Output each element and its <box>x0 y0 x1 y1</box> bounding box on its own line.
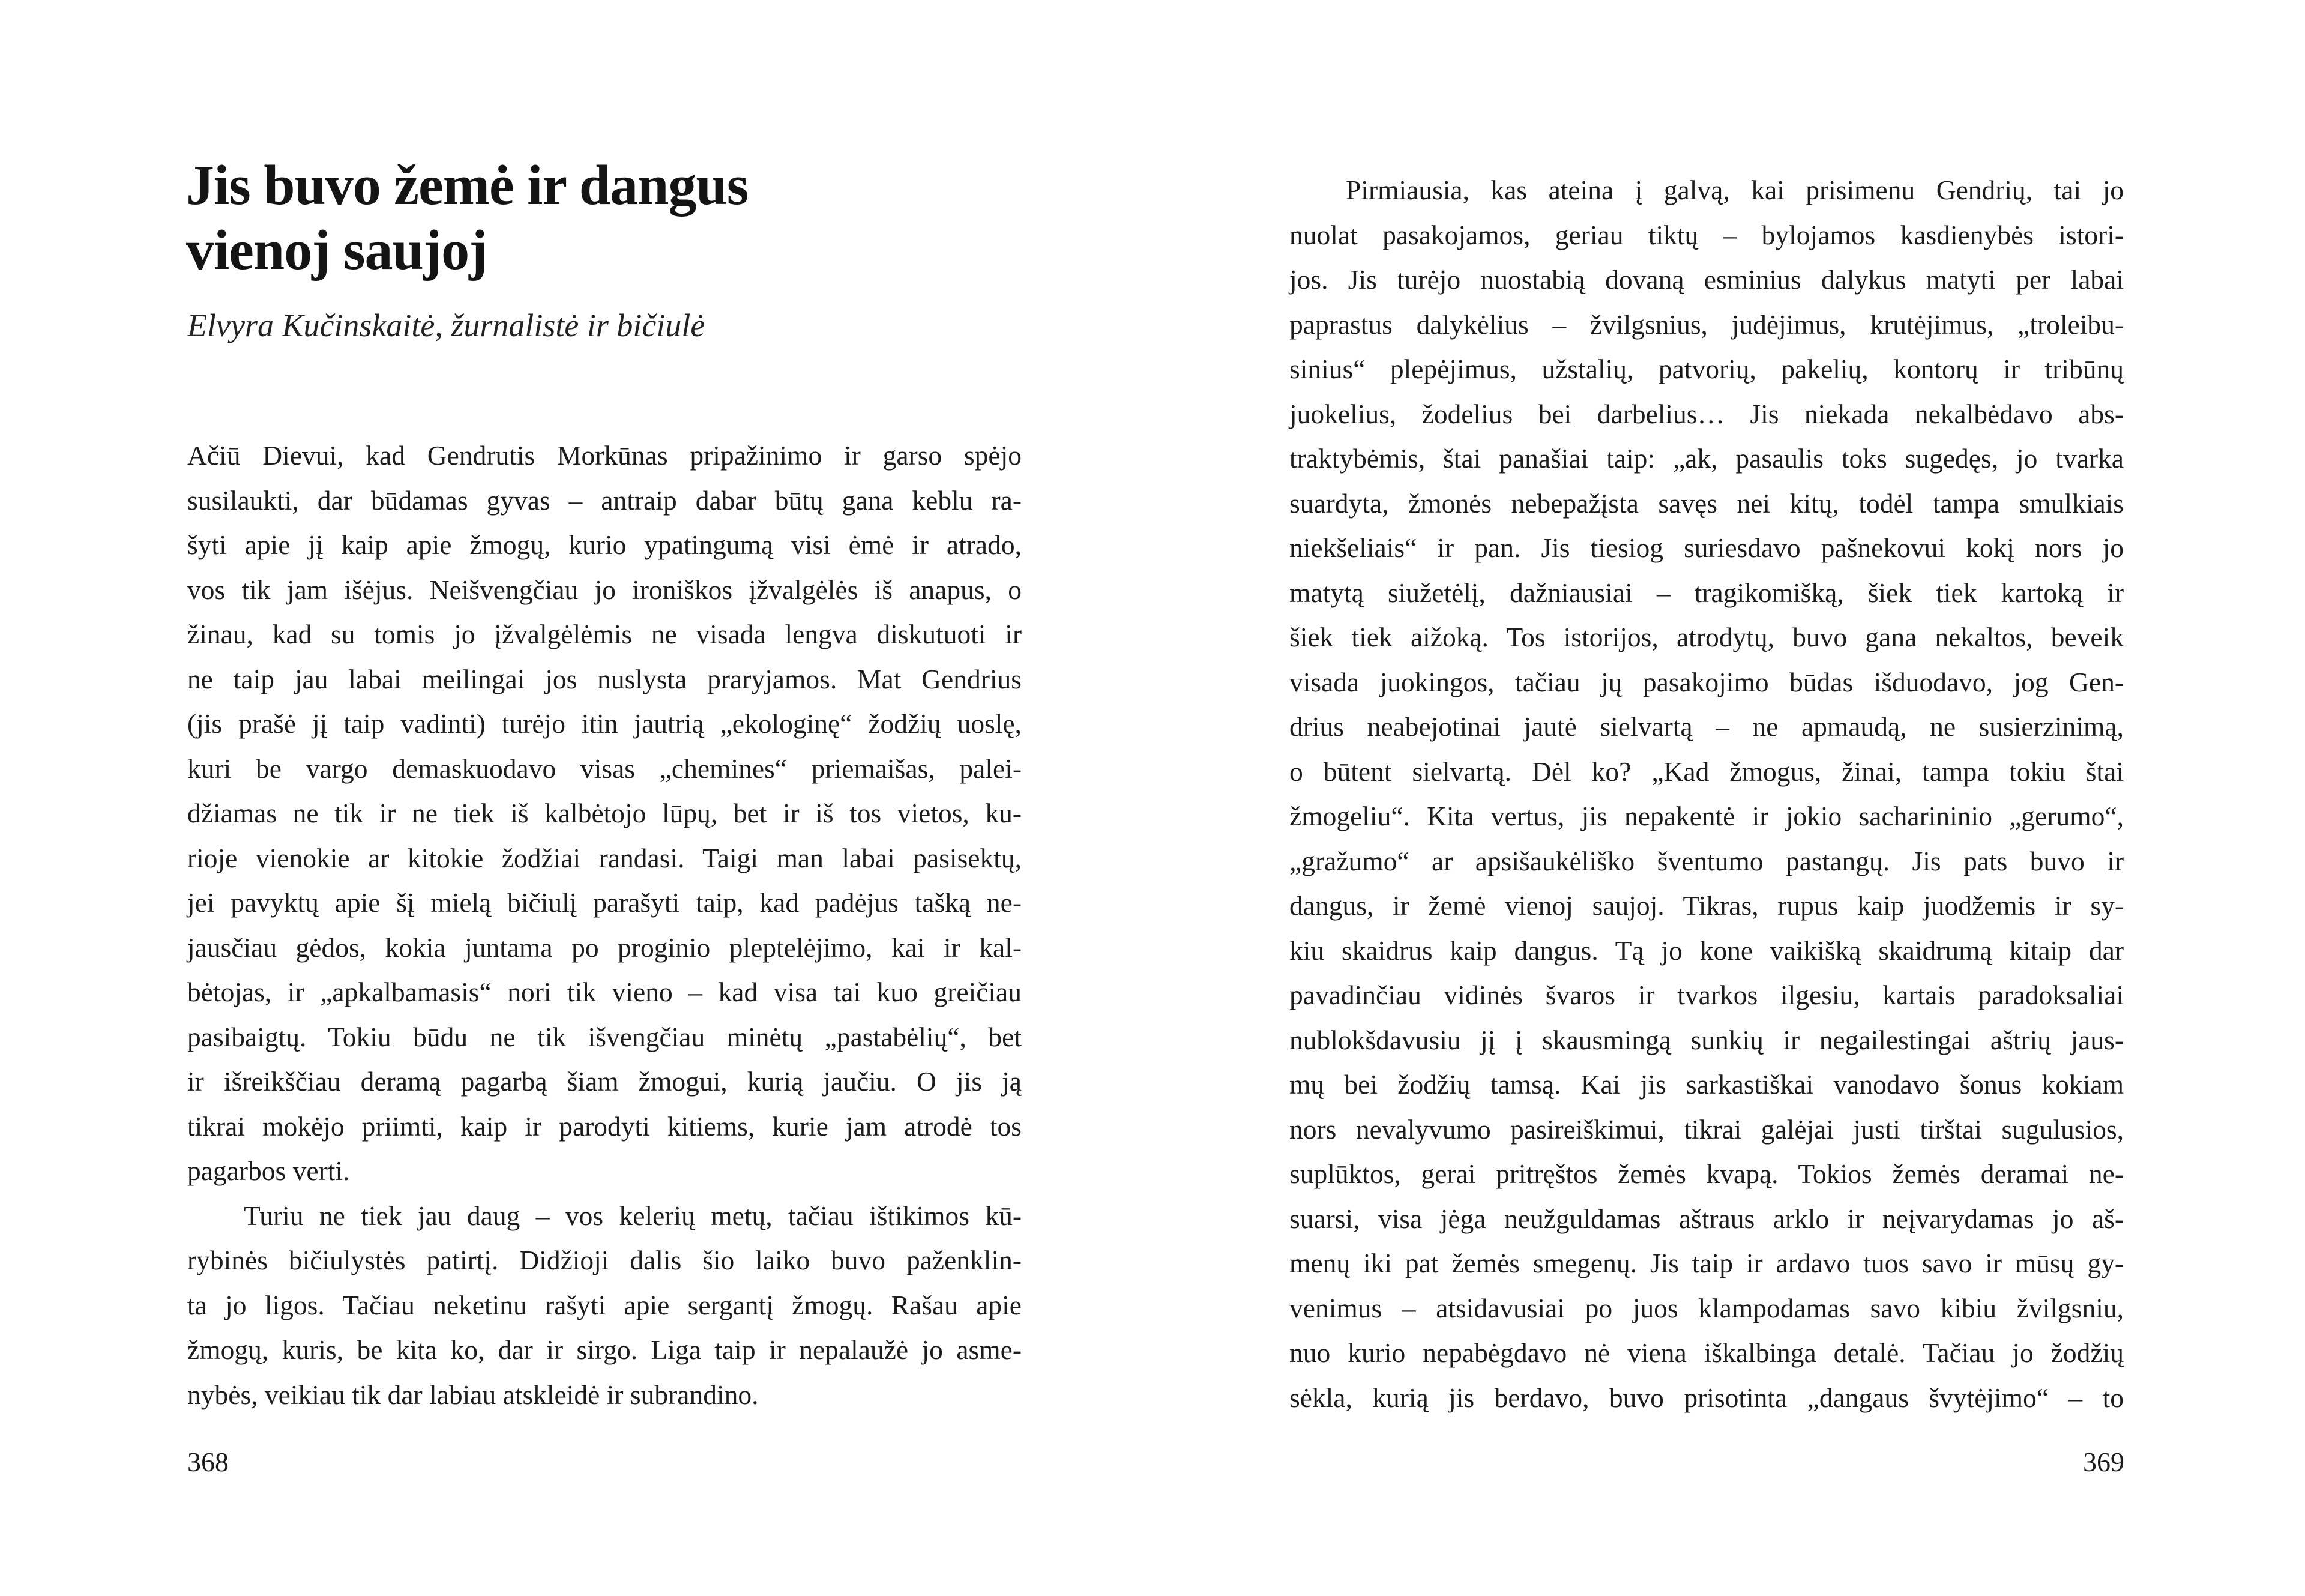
text-line: nybės, veikiau tik dar labiau atskleidė ir subrandino. <box>187 1379 759 1410</box>
chapter-title-line: vienoj saujoj <box>186 219 487 282</box>
text-line: nuo kurio nepabėgdavo nė viena iškalbinga detalė. Tačiau jo žodžių <box>1289 1337 2124 1368</box>
text-line: „gražumo“ ar apsišaukėliško šventumo pastangų. Jis pats buvo ir <box>1289 845 2124 876</box>
text-line: traktybėmis, štai panašiai taip: „ak, pasaulis toks sugedęs, jo tvarka <box>1289 443 2124 474</box>
text-line: tikrai mokėjo priimti, kaip ir parodyti kitiems, kurie jam atrodė tos <box>187 1110 1022 1142</box>
text-line: (jis prašė jį taip vadinti) turėjo itin jautrią „ekologinę“ žodžių uoslę, <box>187 708 1022 739</box>
text-line: pasibaigtų. Tokiu būdu ne tik išvengčiau minėtų „pastabėlių“, bet <box>187 1021 1022 1052</box>
text-line: nublokšdavusiu jį į skausmingą sunkių ir negailestingai aštrių jaus- <box>1289 1024 2124 1055</box>
text-line: ir išreikščiau deramą pagarbą šiam žmogui, kurią jaučiu. O jis ją <box>187 1066 1022 1097</box>
chapter-author: Elvyra Kučinskaitė, žurnalistė ir bičiulė <box>187 307 705 343</box>
text-line: ta jo ligos. Tačiau neketinu rašyti apie sergantį žmogų. Rašau apie <box>187 1289 1022 1320</box>
text-line: pavadinčiau vidinės švaros ir tvarkos ilgesiu, kartais paradoksaliai <box>1289 980 2124 1010</box>
text-line: niekšeliais“ ir pan. Jis tiesiog suriesdavo pašnekovui kokį nors jo <box>1289 532 2124 563</box>
text-line: pagarbos verti. <box>187 1155 350 1186</box>
body-text <box>187 433 1022 1417</box>
text-line: ne taip jau labai meilingai jos nuslysta praryjamos. Mat Gendrius <box>187 663 1022 694</box>
text-line: Ačiū Dievui, kad Gendrutis Morkūnas pripažinimo ir garso spėjo <box>187 440 1022 471</box>
text-line: jei pavyktų apie šį mielą bičiulį parašyti taip, kad padėjus tašką ne- <box>187 887 1022 918</box>
text-line: džiamas ne tik ir ne tiek iš kalbėtojo lūpų, bet ir iš tos vietos, ku- <box>187 798 1022 828</box>
text-line: susilaukti, dar būdamas gyvas – antraip dabar būtų gana keblu ra- <box>187 484 1022 516</box>
text-line: žmogų, kuris, be kita ko, dar ir sirgo. Liga taip ir nepalaužė jo asme- <box>187 1334 1022 1365</box>
text-line: bėtojas, ir „apkalbamasis“ nori tik vieno – kad visa tai kuo greičiau <box>187 977 1022 1007</box>
text-line: venimus – atsidavusiai po juos klampodamas savo kibiu žvilgsniu, <box>1289 1292 2124 1323</box>
text-line: sinius“ plepėjimus, užstalių, patvorių, pakelių, kontorų ir tribūnų <box>1289 354 2124 384</box>
text-line: nors nevalyvumo pasireiškimui, tikrai galėjai justi tirštai sugulusios, <box>1289 1113 2124 1145</box>
text-line: rybinės bičiulystės patirtį. Didžioji dalis šio laiko buvo paženklin- <box>187 1245 1022 1275</box>
text-line: juokelius, žodelius bei darbelius… Jis niekada nekalbėdavo abs- <box>1289 398 2124 429</box>
text-line: suplūktos, gerai pritręštos žemės kvapą. Tokios žemės deramai ne- <box>1289 1158 2124 1189</box>
chapter-title-line: Jis buvo žemė ir dangus <box>186 154 749 217</box>
text-line: šyti apie jį kaip apie žmogų, kurio ypatingumą visi ėmė ir atrado, <box>187 529 1022 560</box>
text-line: jausčiau gėdos, kokia juntama po proginio pleptelėjimo, kai ir kal- <box>187 932 1022 963</box>
chapter-title <box>186 153 748 283</box>
left-page <box>0 0 1152 1596</box>
text-line: suarsi, visa jėga neužguldamas aštraus arklo ir neįvarydamas jo aš- <box>1289 1203 2124 1234</box>
text-line: šiek tiek aižoką. Tos istorijos, atrodytų, buvo gana nekaltos, beveik <box>1289 622 2124 652</box>
text-line: kiu skaidrus kaip dangus. Tą jo kone vaikišką skaidrumą kitaip dar <box>1289 935 2124 966</box>
text-line: žinau, kad su tomis jo įžvalgėlėmis ne visada lengva diskutuoti ir <box>187 619 1022 649</box>
text-line: rioje vienokie ar kitokie žodžiai randasi. Taigi man labai pasisektų, <box>187 842 1022 873</box>
text-line: Pirmiausia, kas ateina į galvą, kai prisimenu Gendrių, tai jo <box>1346 175 2124 205</box>
page-number: 369 <box>2083 1447 2124 1477</box>
text-line: Turiu ne tiek jau daug – vos kelerių metų, tačiau ištikimos kū- <box>244 1200 1022 1231</box>
text-line: o būtent sielvartą. Dėl ko? „Kad žmogus, žinai, tampa tokiu štai <box>1289 756 2124 787</box>
text-line: suardyta, žmonės nebepažįsta savęs nei kitų, todėl tampa smulkiais <box>1289 487 2124 519</box>
text-line: mų bei žodžių tamsą. Kai jis sarkastiškai vanodavo šonus kokiam <box>1289 1069 2124 1100</box>
text-line: vos tik jam išėjus. Neišvengčiau jo ironiškos įžvalgėlės iš anapus, o <box>187 574 1022 605</box>
text-line: žmogeliu“. Kita vertus, jis nepakentė ir jokio sacharininio „gerumo“, <box>1289 801 2124 831</box>
text-line: sėkla, kurią jis berdavo, buvo prisotinta „dangaus švytėjimo“ – to <box>1289 1382 2124 1413</box>
text-line: jos. Jis turėjo nuostabią dovaną esminius dalykus matyti per labai <box>1289 264 2124 295</box>
text-line: kuri be vargo demaskuodavo visas „chemines“ priemaišas, palei- <box>187 753 1022 784</box>
text-line: dangus, ir žemė vienoj saujoj. Tikras, rupus kaip juodžemis ir sy- <box>1289 890 2124 921</box>
text-line: matytą siužetėlį, dažniausiai – tragikomišką, šiek tiek kartoką ir <box>1289 577 2124 608</box>
page-number: 368 <box>187 1447 229 1477</box>
right-page <box>1152 0 2305 1596</box>
text-line: paprastus dalykėlius – žvilgsnius, judėjimus, krutėjimus, „troleibu- <box>1289 309 2124 340</box>
text-line: visada juokingos, tačiau jų pasakojimo būdas išduodavo, jog Gen- <box>1289 666 2124 697</box>
text-line: drius neabejotinai jautė sielvartą – ne apmaudą, ne susierzinimą, <box>1289 711 2124 742</box>
body-text <box>1289 168 2124 1420</box>
text-line: menų iki pat žemės smegenų. Jis taip ir ardavo tuos savo ir mūsų gy- <box>1289 1248 2124 1278</box>
text-line: nuolat pasakojamos, geriau tiktų – bylojamos kasdienybės istori- <box>1289 219 2124 250</box>
